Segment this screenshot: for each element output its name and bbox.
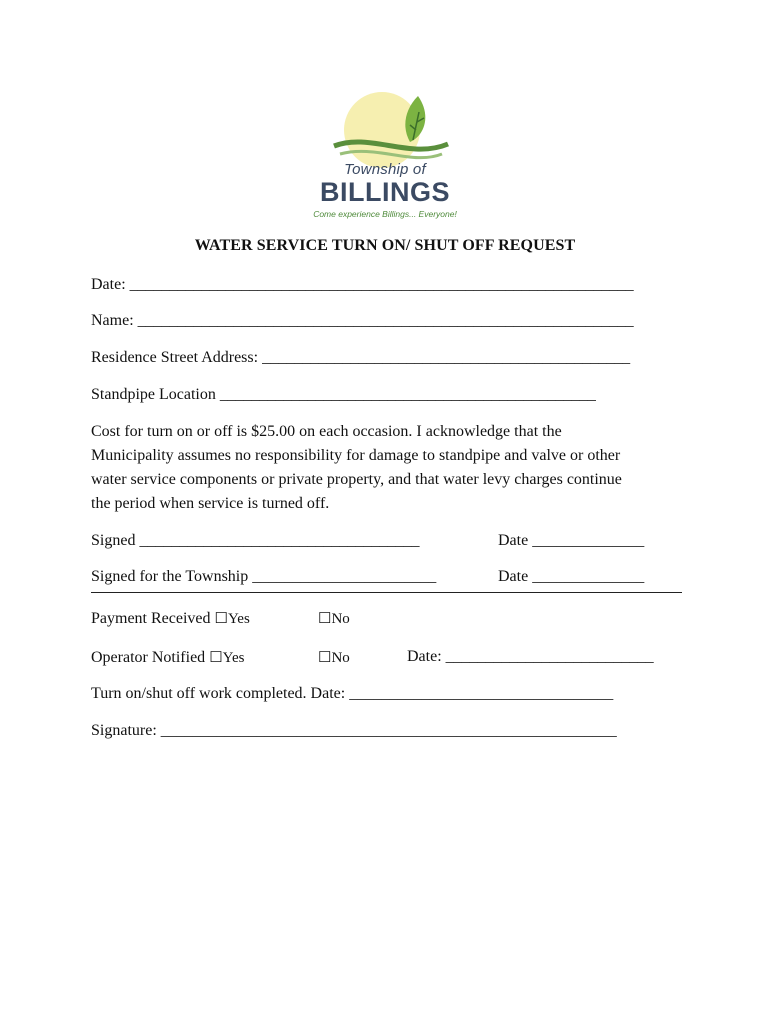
signed-row xyxy=(91,532,419,550)
signed-date-row xyxy=(498,532,644,550)
name-row xyxy=(91,312,634,330)
paragraph-line-1: Cost for turn on or off is $25.00 on each occasion. I acknowledge that the xyxy=(91,423,562,440)
signature-label: Signature: xyxy=(91,722,161,739)
completed-row xyxy=(91,685,613,703)
acknowledgement-paragraph xyxy=(91,420,691,516)
signed-label: Signed xyxy=(91,532,140,549)
logo-name-text: BILLINGS xyxy=(320,177,450,207)
date-row xyxy=(91,276,634,294)
standpipe-row xyxy=(91,386,596,404)
operator-date-field[interactable]: __________________________ xyxy=(445,648,654,665)
operator-no-checkbox[interactable]: ☐No xyxy=(318,650,350,666)
name-field[interactable]: ______________________________________________________________ xyxy=(137,312,634,329)
payment-no-row xyxy=(318,609,350,628)
logo-township-text: Township of xyxy=(344,161,426,178)
paragraph-line-4: the period when service is turned off. xyxy=(91,495,330,512)
payment-yes-checkbox[interactable]: ☐Yes xyxy=(214,611,250,627)
completed-date-field[interactable]: _________________________________ xyxy=(349,685,614,702)
signed-date-label: Date xyxy=(498,532,533,549)
township-date-label: Date xyxy=(498,568,533,585)
signature-row xyxy=(91,722,617,740)
signed-township-field[interactable]: _______________________ xyxy=(252,568,437,585)
logo-emblem xyxy=(300,88,470,168)
address-field[interactable]: ______________________________________________ xyxy=(262,349,631,366)
payment-label: Payment Received xyxy=(91,610,215,627)
paragraph-line-3: water service components or private property, and that water levy charges continue xyxy=(91,471,622,488)
date-field[interactable]: _______________________________________________________________ xyxy=(129,276,634,293)
township-date-field[interactable]: ______________ xyxy=(532,568,645,585)
signed-township-label: Signed for the Township xyxy=(91,568,253,585)
payment-no-checkbox[interactable]: ☐No xyxy=(318,611,350,627)
form-title: WATER SERVICE TURN ON/ SHUT OFF REQUEST xyxy=(194,237,576,254)
signed-date-field[interactable]: ______________ xyxy=(532,532,645,549)
standpipe-field[interactable]: _______________________________________________ xyxy=(219,386,596,403)
completed-label: Turn on/shut off work completed. Date: xyxy=(91,685,350,702)
operator-no-row xyxy=(318,648,350,667)
date-label: Date: xyxy=(91,276,130,293)
logo-tagline: Come experience Billings... Everyone! xyxy=(313,209,457,219)
signed-field[interactable]: ___________________________________ xyxy=(139,532,420,549)
paragraph-line-2: Municipality assumes no responsibility for damage to standpipe and valve or other xyxy=(91,447,621,464)
township-date-row xyxy=(498,568,644,586)
name-label: Name: xyxy=(91,312,138,329)
operator-row xyxy=(91,648,244,667)
operator-yes-checkbox[interactable]: ☐Yes xyxy=(209,650,245,666)
standpipe-label: Standpipe Location xyxy=(91,386,220,403)
township-logo xyxy=(300,88,470,226)
signature-field[interactable]: _________________________________________________________ xyxy=(160,722,617,739)
address-label: Residence Street Address: xyxy=(91,349,263,366)
payment-row xyxy=(91,609,250,628)
address-row xyxy=(91,349,630,367)
signed-township-row xyxy=(91,568,436,586)
operator-date-label: Date: xyxy=(407,648,446,665)
operator-label: Operator Notified xyxy=(91,649,210,666)
operator-date-row xyxy=(407,648,654,666)
office-use-divider xyxy=(91,592,682,593)
